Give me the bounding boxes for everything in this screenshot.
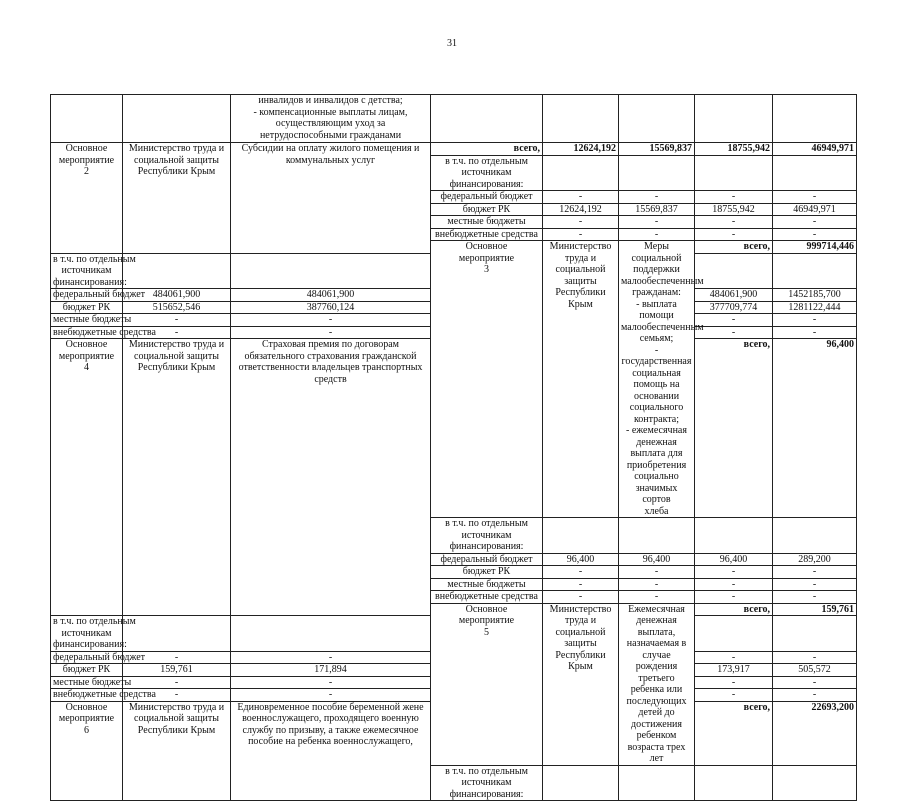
empty-cell (773, 95, 857, 143)
source-cell-line: источникам (61, 627, 112, 639)
description-cell-line: достижения ребенком возраста трех лет (627, 718, 686, 764)
description-cell-line: средств (314, 373, 347, 385)
source-cell-line: финансирования: (449, 541, 524, 552)
source-cell: всего, (431, 143, 543, 156)
source-cell: федеральный бюджет (431, 191, 543, 204)
value-cell: - (123, 676, 231, 689)
source-cell: внебюджетные средства (51, 689, 123, 702)
source-cell: бюджет РК (431, 566, 543, 579)
empty-cell (123, 616, 231, 652)
value-cell: - (123, 689, 231, 702)
description-cell-line: инвалидов и инвалидов с детства; (258, 95, 403, 106)
value-cell: - (231, 314, 431, 327)
source-cell-line: источникам (61, 265, 112, 276)
value-cell: 12624,192 (543, 143, 619, 156)
executor-cell-line: социальной защиты (134, 713, 219, 724)
description-cell-line: нетрудоспособными гражданами (259, 129, 402, 141)
description-cell-line: пособие на ребенка военнослужащего, (248, 736, 413, 747)
source-cell-line: источникам (461, 167, 512, 178)
description-cell (619, 603, 695, 765)
source-cell-line: источникам (461, 777, 512, 788)
value-cell: 18755,942 (695, 143, 773, 156)
value-cell: - (619, 191, 695, 204)
description-cell-line: - компенсационные выплаты лицам, (253, 106, 408, 118)
value-cell: - (231, 326, 431, 339)
value-cell: - (695, 314, 773, 327)
event-cell (51, 339, 123, 616)
value-cell: - (773, 566, 857, 579)
empty-cell (431, 95, 543, 143)
value-cell: - (695, 566, 773, 579)
value-cell: - (543, 228, 619, 241)
executor-cell (123, 339, 231, 616)
source-cell: бюджет РК (431, 203, 543, 216)
value-cell: - (773, 216, 857, 229)
empty-cell (619, 155, 695, 191)
empty-cell (619, 765, 695, 801)
description-cell-line: хлеба (644, 505, 669, 517)
source-cell: внебюджетные средства (431, 228, 543, 241)
value-cell: 96,400 (695, 553, 773, 566)
event-cell-line: 2 (84, 166, 89, 177)
executor-cell-line: Министерство труда и (128, 339, 225, 350)
empty-cell (231, 253, 431, 289)
event-cell (51, 701, 123, 801)
executor-cell-line: Республики Крым (137, 166, 216, 177)
empty-cell (619, 95, 695, 143)
value-cell: - (695, 689, 773, 702)
value-cell: 999714,446 (773, 241, 857, 254)
value-cell: - (695, 191, 773, 204)
event-cell-line: Основное (465, 241, 508, 252)
empty-cell (695, 95, 773, 143)
empty-cell (543, 95, 619, 143)
description-cell-line: коммунальных услуг (285, 154, 376, 166)
value-cell: 377709,774 (695, 301, 773, 314)
description-cell-line: ответственности владельцев транспортных (238, 362, 423, 373)
empty-cell (695, 155, 773, 191)
source-cell (431, 518, 543, 554)
source-cell: федеральный бюджет (51, 289, 123, 302)
value-cell: - (695, 216, 773, 229)
empty-cell (773, 765, 857, 801)
source-cell-line: финансирования: (53, 276, 127, 288)
event-cell-line: мероприятие (458, 252, 515, 264)
empty-cell (695, 518, 773, 554)
value-cell: 15569,837 (619, 203, 695, 216)
value-cell: - (123, 651, 231, 664)
value-cell: 1281122,444 (773, 301, 857, 314)
event-cell-line: 6 (84, 724, 89, 736)
value-cell: - (543, 578, 619, 591)
value-cell: - (695, 578, 773, 591)
value-cell: - (773, 191, 857, 204)
value-cell: - (543, 191, 619, 204)
description-cell-line: военнослужащего, проходящего военную (242, 713, 419, 724)
value-cell: - (773, 651, 857, 664)
event-cell (431, 603, 543, 765)
value-cell: 484061,900 (695, 289, 773, 302)
value-cell: 515652,546 (123, 301, 231, 314)
source-cell: бюджет РК (51, 301, 123, 314)
value-cell: - (695, 326, 773, 339)
description-cell-line: обязательного страхования гражданской (244, 350, 417, 362)
source-cell-line: в т.ч. по отдельным (445, 518, 528, 529)
description-cell-line: службу по призыву, а также ежемесячное (242, 724, 419, 736)
executor-cell-line: Министерство труда и (128, 701, 225, 713)
table-row (51, 95, 857, 143)
value-cell: - (695, 676, 773, 689)
value-cell: - (543, 216, 619, 229)
description-cell-line: осуществляющим уход за (275, 118, 386, 129)
value-cell: - (543, 591, 619, 604)
event-cell-line: Основное (65, 701, 108, 713)
event-cell-line: Основное (65, 143, 108, 154)
description-cell-line: ребенка или последующих детей до (626, 684, 687, 718)
description-cell-line: назначаемая в случае рождения третьего (626, 638, 687, 684)
executor-cell-line: Республики Крым (137, 362, 216, 373)
source-cell: всего, (695, 241, 773, 254)
event-cell-line: Основное (465, 603, 508, 615)
value-cell: 96,400 (619, 553, 695, 566)
description-cell-line: - ежемесячная денежная выплата для (626, 425, 687, 459)
executor-cell-line: Республики Крым (137, 724, 216, 736)
value-cell: 484061,900 (231, 289, 431, 302)
event-cell-line: 4 (84, 362, 89, 373)
executor-cell-line: социальной защиты (555, 264, 606, 287)
event-cell-line: мероприятие (458, 615, 515, 626)
executor-cell-line: Республики Крым (555, 287, 606, 310)
empty-cell (543, 765, 619, 801)
description-cell-line: Единовременное пособие беременной жене (237, 701, 424, 713)
value-cell: - (231, 689, 431, 702)
empty-cell (695, 616, 773, 652)
event-cell-line: мероприятие (58, 350, 115, 362)
description-cell (231, 95, 431, 143)
value-cell: - (695, 228, 773, 241)
executor-cell (123, 143, 231, 254)
value-cell: - (543, 566, 619, 579)
source-cell: всего, (695, 603, 773, 616)
event-cell (51, 143, 123, 254)
source-cell: местные бюджеты (51, 676, 123, 689)
description-cell-line: Ежемесячная денежная выплата, (628, 603, 685, 638)
empty-cell (773, 253, 857, 289)
source-cell: местные бюджеты (431, 216, 543, 229)
empty-cell (543, 518, 619, 554)
value-cell: 173,917 (695, 664, 773, 677)
value-cell: - (231, 676, 431, 689)
value-cell: - (773, 591, 857, 604)
source-cell: федеральный бюджет (431, 553, 543, 566)
value-cell: - (619, 566, 695, 579)
description-cell (619, 241, 704, 518)
value-cell: 18755,942 (695, 203, 773, 216)
source-cell: федеральный бюджет (51, 651, 123, 664)
source-cell: внебюджетные средства (51, 326, 123, 339)
value-cell: - (123, 314, 231, 327)
source-cell (51, 253, 136, 289)
event-cell-line: 5 (484, 626, 489, 638)
source-cell: бюджет РК (51, 664, 123, 677)
event-cell (431, 241, 543, 518)
source-cell: внебюджетные средства (431, 591, 543, 604)
executor-cell-line: Министерство труда и (549, 603, 612, 626)
value-cell: - (695, 651, 773, 664)
executor-cell (123, 701, 231, 801)
description-cell-line: семьям; (639, 333, 674, 344)
empty-cell (695, 253, 773, 289)
source-cell: всего, (695, 339, 773, 518)
empty-cell (773, 616, 857, 652)
executor-cell-line: Министерство труда и (128, 143, 225, 154)
value-cell: 46949,971 (773, 203, 857, 216)
executor-cell (543, 603, 619, 765)
event-cell-line: мероприятие (58, 154, 115, 166)
event-cell-line: 3 (484, 264, 489, 275)
budget-table (50, 94, 857, 801)
description-cell-line: - выплата помощи малообеспеченным (621, 298, 704, 333)
description-cell-line: Страховая премия по договорам (262, 339, 399, 350)
empty-cell (619, 518, 695, 554)
source-cell: всего, (695, 701, 773, 765)
value-cell: - (773, 228, 857, 241)
empty-cell (695, 765, 773, 801)
source-cell-line: в т.ч. по отдельным (445, 765, 528, 777)
source-cell-line: источникам (461, 529, 512, 541)
empty-cell (773, 518, 857, 554)
executor-cell-line: Республики Крым (555, 649, 606, 672)
value-cell: 96,400 (773, 339, 857, 518)
value-cell: - (773, 676, 857, 689)
empty-cell (123, 253, 231, 289)
source-cell-line: в т.ч. по отдельным (445, 155, 528, 167)
value-cell: - (619, 216, 695, 229)
executor-cell-line: социальной защиты (134, 154, 219, 166)
source-cell (51, 616, 136, 652)
source-cell: местные бюджеты (51, 314, 123, 327)
value-cell: 484061,900 (123, 289, 231, 302)
value-cell: - (619, 578, 695, 591)
value-cell: - (773, 326, 857, 339)
value-cell: - (231, 651, 431, 664)
executor-cell-line: социальной защиты (134, 350, 219, 362)
value-cell: 159,761 (773, 603, 857, 616)
description-cell-line: - государственная социальная помощь на (621, 344, 692, 390)
value-cell: 15569,837 (619, 143, 695, 156)
description-cell-line: приобретения социально значимых сортов (626, 459, 687, 505)
source-cell-line: в т.ч. по отдельным (53, 253, 136, 265)
source-cell (431, 155, 543, 191)
event-cell-line: Основное (65, 339, 108, 350)
table-body (51, 95, 857, 801)
value-cell: 171,894 (231, 664, 431, 677)
source-cell (431, 765, 543, 801)
source-cell-line: финансирования: (449, 788, 524, 800)
value-cell: - (773, 314, 857, 327)
description-cell (231, 339, 431, 616)
value-cell: 159,761 (123, 664, 231, 677)
source-cell: местные бюджеты (431, 578, 543, 591)
value-cell: 1452185,700 (773, 289, 857, 302)
empty-cell (231, 616, 431, 652)
description-cell (231, 701, 431, 801)
value-cell: - (695, 591, 773, 604)
empty-cell (543, 155, 619, 191)
event-cell (51, 95, 123, 143)
source-cell-line: в т.ч. по отдельным (53, 616, 136, 627)
description-cell-line: малообеспеченным гражданам: (621, 275, 704, 298)
table-row (51, 143, 857, 156)
executor-cell-line: Министерство труда и (549, 241, 612, 264)
value-cell: 12624,192 (543, 203, 619, 216)
value-cell: - (619, 228, 695, 241)
value-cell: 289,200 (773, 553, 857, 566)
description-cell-line: Субсидии на оплату жилого помещения и (241, 143, 420, 154)
value-cell: 46949,971 (773, 143, 857, 156)
source-cell-line: финансирования: (449, 178, 524, 190)
value-cell: - (773, 689, 857, 702)
empty-cell (773, 155, 857, 191)
value-cell: - (123, 326, 231, 339)
value-cell: 505,572 (773, 664, 857, 677)
executor-cell-line: социальной защиты (555, 626, 606, 649)
value-cell: - (619, 591, 695, 604)
description-cell (231, 143, 431, 254)
value-cell: 96,400 (543, 553, 619, 566)
value-cell: 387760,124 (231, 301, 431, 314)
executor-cell (543, 241, 619, 518)
executor-cell (123, 95, 231, 143)
source-cell-line: финансирования: (53, 639, 127, 650)
page-number: 31 (447, 38, 457, 49)
description-cell-line: Меры социальной поддержки (631, 241, 682, 275)
value-cell: 22693,200 (773, 701, 857, 765)
event-cell-line: мероприятие (58, 713, 115, 724)
description-cell-line: основании социального контракта; (629, 390, 684, 425)
value-cell: - (773, 578, 857, 591)
